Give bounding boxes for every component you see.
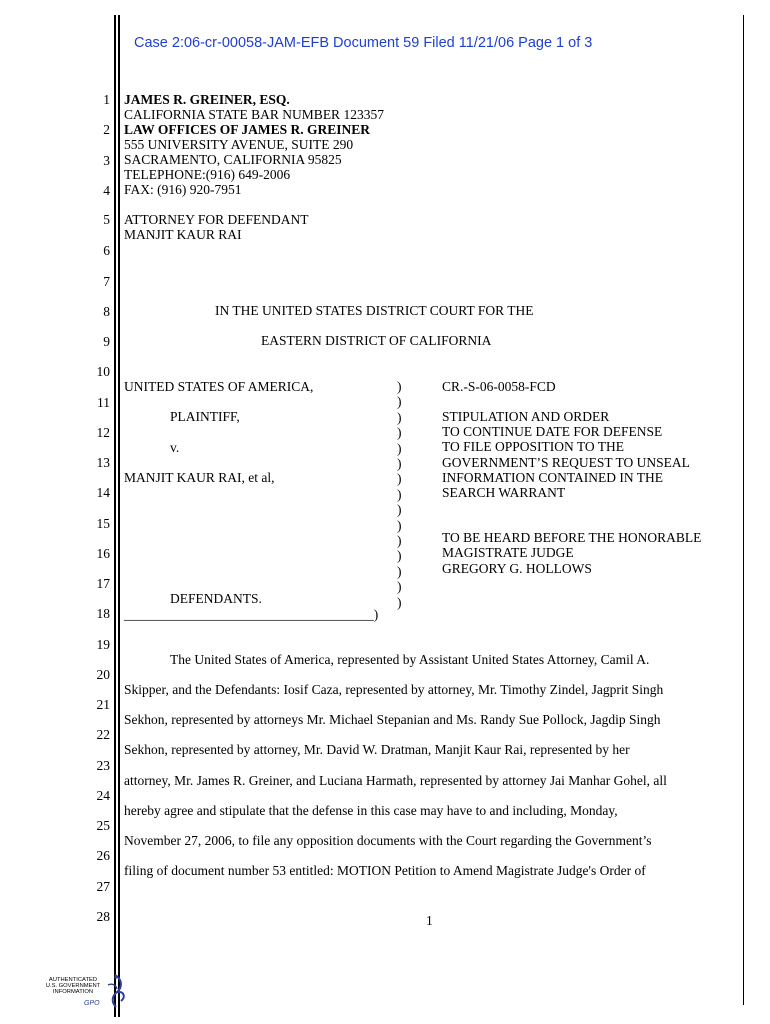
eagle-icon [102, 973, 128, 1013]
document-title-line: SEARCH WARRANT [442, 485, 566, 500]
line-number: 17 [96, 576, 110, 591]
gpo-authentication-logo [42, 973, 132, 1017]
line-number: 28 [96, 909, 110, 924]
court-heading-line1: IN THE UNITED STATES DISTRICT COURT FOR THE [215, 303, 534, 318]
line-number: 15 [96, 516, 110, 531]
document-title-line: TO CONTINUE DATE FOR DEFENSE [442, 424, 663, 439]
line-number: 10 [96, 364, 110, 379]
line-number: 14 [96, 485, 110, 500]
gpo-mark: GPO [84, 1000, 100, 1007]
body-line: Sekhon, represented by attorneys Mr. Michael Stepanian and Ms. Randy Sue Pollock, Jagdip Singh [124, 712, 661, 727]
page-number: 1 [426, 913, 433, 928]
line-number: 23 [96, 758, 110, 773]
client-name: MANJIT KAUR RAI [124, 227, 242, 242]
hearing-line: GREGORY G. HOLLOWS [442, 561, 592, 576]
line-number: 12 [96, 425, 110, 440]
document-title-line: STIPULATION AND ORDER [442, 409, 610, 424]
firm-city: SACRAMENTO, CALIFORNIA 95825 [124, 152, 342, 167]
firm-phone: TELEPHONE:(916) 649-2006 [124, 167, 291, 182]
body-line: filing of document number 53 entitled: MOTION Petition to Amend Magistrate Judge's Order of [124, 863, 646, 878]
court-heading-line2: EASTERN DISTRICT OF CALIFORNIA [261, 333, 492, 348]
attorney-name: JAMES R. GREINER, ESQ. [124, 92, 290, 107]
right-margin-rule [743, 15, 744, 1005]
line-number: 3 [103, 153, 110, 168]
line-number: 1 [103, 92, 110, 107]
caption-parentheses: ) ) ) ) ) ) ) ) ) ) ) ) ) ) ) [397, 379, 402, 610]
versus-label: v. [170, 440, 180, 455]
line-number: 11 [97, 395, 110, 410]
line-number: 26 [96, 848, 110, 863]
plaintiff-label: PLAINTIFF, [170, 409, 240, 424]
body-line: attorney, Mr. James R. Greiner, and Luciana Harmath, represented by attorney Jai Manhar Gohel, all [124, 773, 667, 788]
line-number: 2 [103, 122, 110, 137]
case-number: CR.-S-06-0058-FCD [442, 379, 556, 394]
body-line: November 27, 2006, to file any opposition documents with the Court regarding the Government’s [124, 833, 652, 848]
document-title-line: GOVERNMENT’S REQUEST TO UNSEAL [442, 455, 690, 470]
line-number: 18 [96, 606, 110, 621]
document-title-line: TO FILE OPPOSITION TO THE [442, 439, 625, 454]
line-number: 5 [103, 212, 110, 227]
logo-line1: AUTHENTICATED [48, 977, 98, 983]
line-number: 16 [96, 546, 110, 561]
body-line: Sekhon, represented by attorney, Mr. David W. Dratman, Manjit Kaur Rai, represented by her [124, 742, 630, 757]
hearing-line: MAGISTRATE JUDGE [442, 545, 574, 560]
defendant-label: DEFENDANTS. [170, 591, 262, 606]
left-margin-rule-1 [114, 15, 116, 1017]
case-header: Case 2:06-cr-00058-JAM-EFB Document 59 Filed 11/21/06 Page 1 of 3 [134, 35, 593, 51]
line-number: 27 [96, 879, 110, 894]
defendant-party: MANJIT KAUR RAI, et al, [124, 470, 275, 485]
hearing-line: TO BE HEARD BEFORE THE HONORABLE [442, 530, 702, 545]
plaintiff-party: UNITED STATES OF AMERICA, [124, 379, 314, 394]
attorney-bar-number: CALIFORNIA STATE BAR NUMBER 123357 [124, 107, 384, 122]
left-margin-rule-2 [118, 15, 120, 1017]
body-line: Skipper, and the Defendants: Iosif Caza, represented by attorney, Mr. Timothy Zindel, Jagprit Singh [124, 682, 664, 697]
document-title-line: INFORMATION CONTAINED IN THE [442, 470, 664, 485]
line-number: 19 [96, 637, 110, 652]
caption-underline: _____________________________________) [124, 607, 379, 622]
line-number: 4 [103, 183, 110, 198]
logo-line2: U.S. GOVERNMENT [45, 983, 101, 990]
attorney-role: ATTORNEY FOR DEFENDANT [124, 212, 309, 227]
line-number: 13 [96, 455, 110, 470]
line-number: 20 [96, 667, 110, 682]
logo-line3: INFORMATION [52, 989, 94, 996]
line-number: 24 [96, 788, 110, 803]
line-number: 21 [96, 697, 110, 712]
firm-fax: FAX: (916) 920-7951 [124, 182, 242, 197]
body-line: The United States of America, represented by Assistant United States Attorney, Camil A. [170, 652, 650, 667]
law-firm-name: LAW OFFICES OF JAMES R. GREINER [124, 122, 371, 137]
firm-street: 555 UNIVERSITY AVENUE, SUITE 290 [124, 137, 354, 152]
line-number: 6 [103, 243, 110, 258]
body-line: hereby agree and stipulate that the defense in this case may have to and including, Monday, [124, 803, 618, 818]
line-number: 7 [103, 274, 110, 289]
line-number: 8 [103, 304, 110, 319]
line-number: 9 [103, 334, 110, 349]
line-number: 22 [96, 727, 110, 742]
line-number: 25 [96, 818, 110, 833]
